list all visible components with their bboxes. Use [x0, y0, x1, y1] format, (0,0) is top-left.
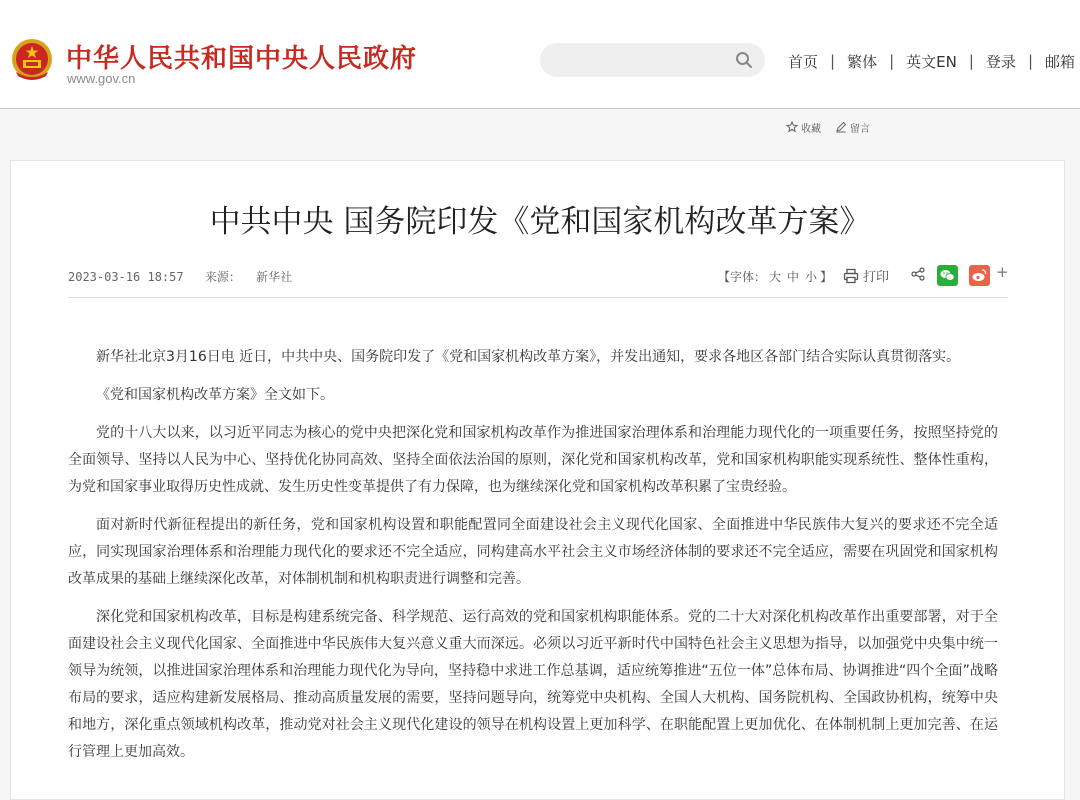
print-button[interactable]	[843, 266, 889, 285]
comment-label: 留言	[850, 123, 870, 135]
printer-icon	[843, 268, 859, 284]
article-meta	[68, 268, 292, 285]
meta-divider	[68, 297, 1008, 298]
article-paragraph: 《党和国家机构改革方案》全文如下。	[96, 387, 334, 403]
national-emblem-icon[interactable]	[10, 36, 54, 84]
article-paragraph: 深化党和国家机构改革，目标是构建系统完备、科学规范、运行高效的党和国家机构职能体系。党的二十大对深化机构改革作出重要部署，对于全面建设社会主义现代化国家、全面推进中华民族伟大复兴意义重大而深远。必须以习近平新时代中国特色社会主义思想为指导，以加强党中央集中统一领导为统领，以推进国家治理体系和治理能力现代化为导向，坚持稳中求进工作总基调，适应统筹推进“五位一体”总体布局、协调推进“四个全面”战略布局的要求，适应构建新发展格局、推动高质量发展的需要，坚持问题导向，统筹党中央机构、全国人大机构、国务院机构、全国政协机构，统筹中央和地方，深化重点领域机构改革，推动党对社会主义现代化建设的领导在机构设置上更加科学、在职能配置上更加优化、在体制机制上更加完善、在运行管理上更加高效。	[68, 609, 998, 760]
font-size-suffix: 】	[820, 270, 833, 284]
nav-separator: |	[830, 52, 836, 70]
publish-datetime: 2023-03-16 18:57	[68, 270, 184, 284]
nav-traditional[interactable]: 繁体	[847, 52, 878, 71]
article-paragraph: 党的十八大以来，以习近平同志为核心的党中央把深化党和国家机构改革作为推进国家治理体系和治理能力现代化的一项重要任务，按照坚持党的全面领导、坚持以人民为中心、坚持优化协同高效、坚持全面依法治国的原则，深化党和国家机构改革，党和国家机构职能实现系统性、整体性重构，为党和国家事业取得历史性成就、发生历史性变革提供了有力保障，也为继续深化党和国家机构改革积累了宝贵经验。	[68, 425, 998, 495]
site-url[interactable]: www.gov.cn	[67, 71, 136, 86]
comment-button[interactable]	[835, 120, 870, 135]
site-title[interactable]: 中华人民共和国中央人民政府	[66, 44, 418, 74]
article-title: 中共中央 国务院印发《党和国家机构改革方案》	[209, 204, 871, 240]
font-size-small[interactable]: 小	[805, 270, 818, 284]
article-toolbar	[786, 119, 870, 135]
nav-login[interactable]: 登录	[985, 52, 1016, 71]
favorite-button[interactable]	[786, 120, 821, 135]
nav-separator: |	[1027, 52, 1033, 70]
nav-separator: |	[968, 52, 974, 70]
nav-mail[interactable]: 邮箱	[1045, 52, 1076, 71]
font-size-medium[interactable]: 中	[787, 270, 800, 284]
more-share-button[interactable]: +	[996, 263, 1009, 281]
star-icon	[786, 121, 798, 133]
wechat-icon	[937, 265, 958, 286]
font-size-prefix: 【字体：	[718, 270, 767, 284]
search-input[interactable]	[554, 43, 728, 79]
site-header	[0, 0, 1080, 109]
article-body	[68, 344, 998, 777]
nav-home[interactable]: 首页	[788, 52, 819, 71]
search-icon[interactable]	[735, 51, 753, 69]
nav-separator: |	[889, 52, 895, 70]
pencil-icon	[835, 121, 847, 133]
source-name: 新华社	[256, 270, 293, 284]
weibo-share-button[interactable]	[969, 265, 990, 286]
article-paragraph: 面对新时代新征程提出的新任务，党和国家机构设置和职能配置同全面建设社会主义现代化国家、全面推进中华民族伟大复兴的要求还不完全适应，同实现国家治理体系和治理能力现代化的要求还不完全适应，同构建高水平社会主义市场经济体制的要求还不完全适应，需要在巩固党和国家机构改革成果的基础上继续深化改革，对体制机制和机构职责进行调整和完善。	[68, 517, 998, 587]
wechat-share-button[interactable]	[937, 265, 958, 286]
search-box[interactable]	[540, 43, 765, 77]
source-label: 来源：	[204, 270, 241, 284]
print-label: 打印	[863, 270, 890, 285]
favorite-label: 收藏	[801, 123, 821, 135]
weibo-icon	[969, 265, 990, 286]
share-icon[interactable]	[911, 267, 925, 281]
font-size-control	[718, 268, 832, 285]
article-paragraph: 新华社北京3月16日电 近日，中共中央、国务院印发了《党和国家机构改革方案》，并发出通知，要求各地区各部门结合实际认真贯彻落实。	[96, 349, 961, 365]
nav-english[interactable]: 英文EN	[906, 52, 957, 71]
top-nav	[788, 50, 1075, 72]
font-size-large[interactable]: 大	[769, 270, 782, 284]
